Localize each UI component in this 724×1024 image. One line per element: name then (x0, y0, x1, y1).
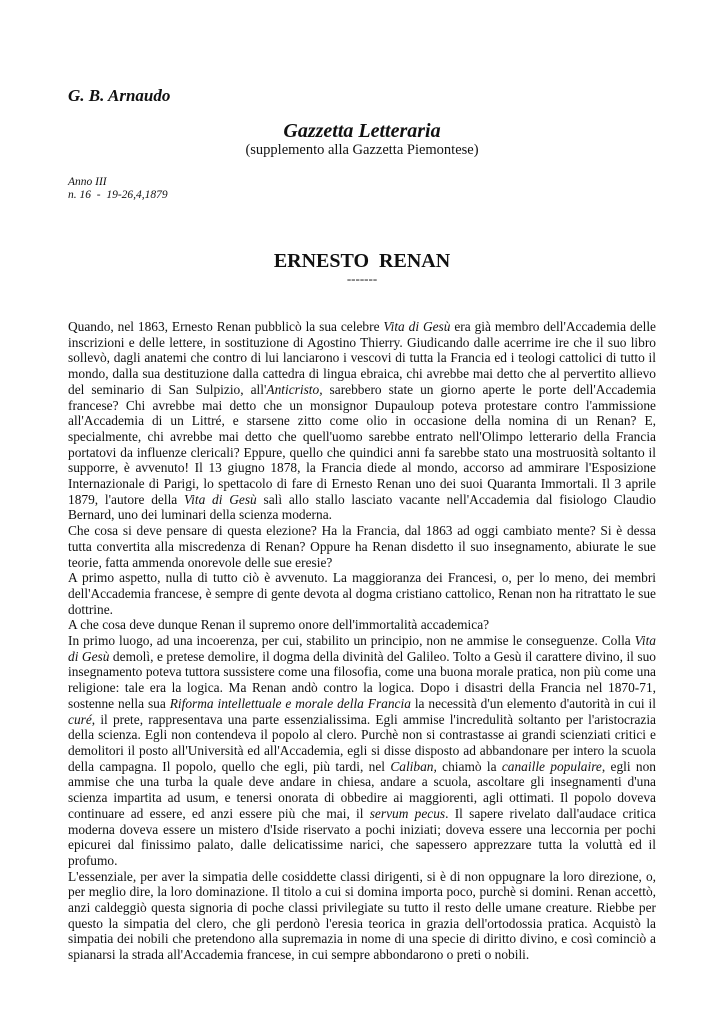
journal-title: Gazzetta Letteraria (283, 120, 441, 142)
italic-text-run: Riforma intellettuale e morale della Francia (169, 695, 411, 711)
text-run: , egli non ammise che una turba la quale deve andare in chiesa, andare a scuola, ascoltare gli insegnamenti d'una scienza impartita ad usum, e tenersi onorata di obbedire ai maggiorenti, agli ottimati. Il popolo doveva continuare ad essere, ed anzi essere più che mai, il (68, 758, 657, 821)
journal-supplement: (supplemento alla Gazzetta Piemontese) (245, 142, 479, 158)
text-run: salì allo stallo lasciato vacante nell'Accademia dal fisiologo Claudio Bernard, uno dei luminari della scienza moderna. (68, 491, 656, 523)
article-paragraph (68, 633, 656, 869)
issue-year: Anno III (68, 176, 107, 188)
italic-text-run: Caliban, (390, 758, 437, 774)
text-run: In primo luogo, ad una incoerenza, per cui, stabilito un principio, non ne ammise le conseguenze. Colla (68, 633, 635, 649)
text-run: Quando, nel 1863, Ernesto Renan pubblicò la sua celebre (68, 319, 384, 334)
text-run: , il prete, rappresentava una parte essenzialissima. Egli ammise l'incredulità soltanto per l'aristocrazia della scienza. Egli non contendeva il popolo al clero. Purchè non si contrastasse ai grandi scienziati critici e demolitori il posto all'Università ed all'Accademia, egli si disse disposto ad abbandonare per intero la scuola della campagna. Il popolo, quello che egli, più tardi, nel (68, 711, 656, 774)
text-run: . Il sapere rivelato dall'audace critica moderna doveva essere un mistero d'Iside riservato a pochi iniziati; doveva essere una leccornia per pochi epicurei dal finissimo palato, dalle delicatissime narici, che sapessero apprezzare tutta la voluttà ed il profumo. (68, 805, 656, 868)
text-run: sarebbero state un giorno aperte le porte dell'Accademia francese? Chi avrebbe mai detto che un monsignor Dupauloup poteva protestare contro l'ammissione all'Accademia di un Littré, e starsene zitto come olio in occasione della nomina di un Renan? E, specialmente, chi avrebbe mai detto che quell'uomo sarebbe entrato nell'Olimpo letterario della Francia portatovi da influenze clericali? Eppure, quello che quindici anni fa sarebbe stato una mostruosità soltanto il supporre, è avvenuto! Il 13 giugno 1878, la Francia diede al mondo, accorso ad ammirare l'Esposizione Internazionale di Parigi, lo spettacolo di fare di Ernesto Renan uno dei suoi Quaranta Immortali. Il 3 aprile 1879, l'autore della (68, 381, 656, 507)
text-run: chiamò la (436, 758, 502, 774)
issue-info (68, 176, 168, 202)
article-paragraph (68, 869, 656, 963)
article-body (68, 319, 656, 963)
issue-number: n. 16 - 19-26,4,1879 (68, 189, 168, 201)
text-run: demolì, e pretese demolire, il dogma della divinità del Galileo. Tolto a Gesù il carattere divino, il suo insegnamento poteva tuttora sussistere come una filosofia, come una buona morale pratica, non più come una religione: tale era la logica. Ma Renan andò contro la logica. Dopo i disastri della Francia nel 1870-71, sostenne nella sua (68, 648, 656, 711)
italic-text-run: servum pecus (369, 805, 446, 821)
article-paragraph (68, 570, 656, 617)
italic-text-run: Vita di Gesù (383, 319, 451, 334)
text-run: A che cosa deve dunque Renan il supremo onore dell'immortalità accademica? (68, 617, 490, 633)
italic-text-run: curé (68, 711, 92, 727)
italic-text-run: Vita di Gesù (68, 633, 656, 664)
author-name: G. B. Arnaudo (68, 86, 171, 105)
text-run: L'essenziale, per aver la simpatia delle cosiddette classi dirigenti, si è di non oppugnare la loro direzione, o, per meglio dire, la loro dominazione. Il titolo a cui si domina importa poco, purchè si domini. Renan accettò, anzi caldeggiò questa signoria di poche classi privilegiate su tutto il resto delle umane creature. Riebbe per questo la simpatia del clero, che gli perdonò l'eresia teorica in grazia dell'ortodossia pratica. Acquistò la simpatia dei nobili che pretendono alla supremazia in nome di una specie di diritto divino, e così cominciò a spianarsi la strada all'Accademia francese, in cui sempre abbondarono o preti o nobili. (68, 868, 656, 963)
italic-text-run: Vita di Gesù (183, 491, 257, 507)
text-run: era già membro dell'Accademia delle inscrizioni e delle lettere, in sostituzione di Agostino Thierry. Giudicando dalle acerrime ire che il suo libro sollevò, dagli anatemi che contro di lui lanciarono i vescovi di tutta la Francia ed i teologi cattolici di tutto il mondo, dalla sua destituzione dalla cattedra di lingua ebraica, chi avrebbe mai detto che al pervertito allievo del seminario di San Sulpizio, all' (68, 319, 656, 397)
article-title: ERNESTO RENAN (273, 250, 451, 272)
article-paragraph (68, 319, 656, 523)
article-paragraph (68, 617, 656, 633)
title-rule: ------- (346, 271, 378, 286)
text-run: A primo aspetto, nulla di tutto ciò è avvenuto. La maggioranza dei Francesi, o, per lo meno, dei membri dell'Accademia francese, è sempre di gente devota al dogma cristiano cattolico, Renan non ha ritrattato le sue dottrine. (68, 570, 656, 617)
article-paragraph (68, 523, 656, 570)
italic-text-run: canaille populaire (501, 758, 602, 774)
text-run: Che cosa si deve pensare di questa elezione? Ha la Francia, dal 1863 ad oggi cambiato mente? Si è dessa tutta convertita alla miscredenza di Renan? Oppure ha Renan disdetto il suo insegnamento, abiurate le sue teorie, fatta ammenda onorevole delle sue eresie? (68, 523, 656, 570)
italic-text-run: Anticristo, (266, 381, 323, 397)
text-run: la necessità d'un elemento d'autorità in cui il (410, 695, 656, 711)
